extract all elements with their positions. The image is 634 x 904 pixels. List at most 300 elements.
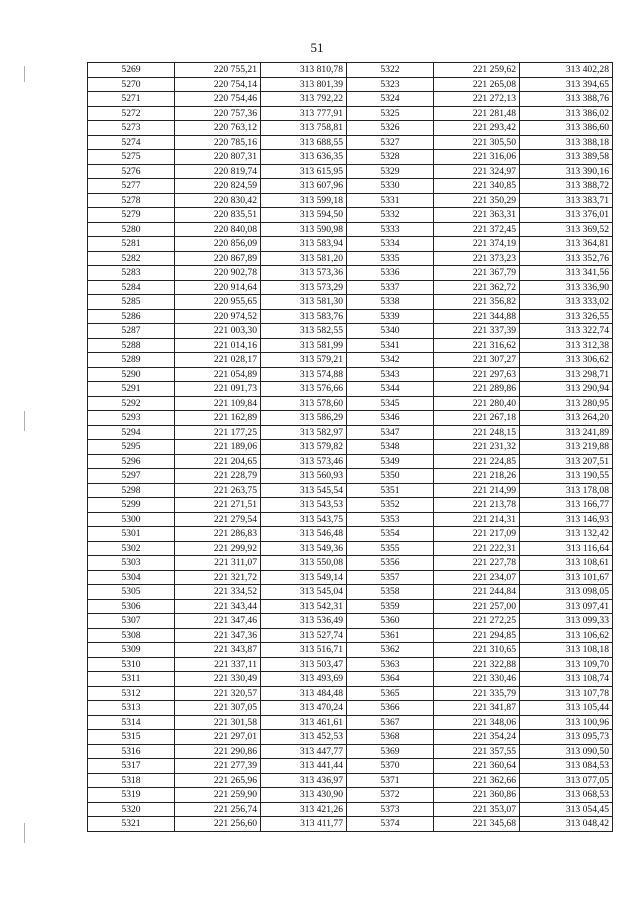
point-number-cell: 5277 bbox=[88, 179, 175, 194]
x-coordinate-cell: 220 867,89 bbox=[175, 251, 261, 266]
x-coordinate-cell: 220 757,36 bbox=[175, 106, 261, 121]
y-coordinate-cell: 313 582,97 bbox=[261, 425, 347, 440]
x-coordinate-cell: 220 763,12 bbox=[175, 121, 261, 136]
table-row bbox=[88, 324, 613, 339]
point-number-cell: 5351 bbox=[347, 483, 434, 498]
x-coordinate-cell: 221 362,72 bbox=[434, 280, 520, 295]
table-row bbox=[88, 425, 613, 440]
y-coordinate-cell: 313 801,39 bbox=[261, 77, 347, 92]
point-number-cell: 5275 bbox=[88, 150, 175, 165]
point-number-cell: 5308 bbox=[88, 628, 175, 643]
y-coordinate-cell: 313 615,95 bbox=[261, 164, 347, 179]
point-number-cell: 5368 bbox=[347, 730, 434, 745]
table-row bbox=[88, 672, 613, 687]
y-coordinate-cell: 313 341,56 bbox=[520, 266, 613, 281]
y-coordinate-cell: 313 574,88 bbox=[261, 367, 347, 382]
point-number-cell: 5329 bbox=[347, 164, 434, 179]
y-coordinate-cell: 313 388,72 bbox=[520, 179, 613, 194]
x-coordinate-cell: 221 224,85 bbox=[434, 454, 520, 469]
x-coordinate-cell: 221 271,51 bbox=[175, 498, 261, 513]
y-coordinate-cell: 313 048,42 bbox=[520, 817, 613, 832]
x-coordinate-cell: 221 348,06 bbox=[434, 715, 520, 730]
y-coordinate-cell: 313 312,38 bbox=[520, 338, 613, 353]
point-number-cell: 5367 bbox=[347, 715, 434, 730]
x-coordinate-cell: 220 856,09 bbox=[175, 237, 261, 252]
x-coordinate-cell: 220 902,78 bbox=[175, 266, 261, 281]
point-number-cell: 5364 bbox=[347, 672, 434, 687]
point-number-cell: 5282 bbox=[88, 251, 175, 266]
x-coordinate-cell: 221 311,07 bbox=[175, 556, 261, 571]
x-coordinate-cell: 221 307,27 bbox=[434, 353, 520, 368]
y-coordinate-cell: 313 095,73 bbox=[520, 730, 613, 745]
table-row bbox=[88, 628, 613, 643]
y-coordinate-cell: 313 542,31 bbox=[261, 599, 347, 614]
y-coordinate-cell: 313 590,98 bbox=[261, 222, 347, 237]
y-coordinate-cell: 313 550,08 bbox=[261, 556, 347, 571]
point-number-cell: 5340 bbox=[347, 324, 434, 339]
x-coordinate-cell: 221 341,87 bbox=[434, 701, 520, 716]
margin-mark bbox=[24, 823, 25, 843]
point-number-cell: 5316 bbox=[88, 744, 175, 759]
x-coordinate-cell: 221 330,46 bbox=[434, 672, 520, 687]
x-coordinate-cell: 221 162,89 bbox=[175, 411, 261, 426]
point-number-cell: 5373 bbox=[347, 802, 434, 817]
y-coordinate-cell: 313 290,94 bbox=[520, 382, 613, 397]
point-number-cell: 5371 bbox=[347, 773, 434, 788]
table-row bbox=[88, 338, 613, 353]
y-coordinate-cell: 313 394,65 bbox=[520, 77, 613, 92]
x-coordinate-cell: 221 109,84 bbox=[175, 396, 261, 411]
x-coordinate-cell: 221 267,18 bbox=[434, 411, 520, 426]
x-coordinate-cell: 221 321,72 bbox=[175, 570, 261, 585]
x-coordinate-cell: 221 305,50 bbox=[434, 135, 520, 150]
y-coordinate-cell: 313 576,66 bbox=[261, 382, 347, 397]
table-row bbox=[88, 643, 613, 658]
point-number-cell: 5293 bbox=[88, 411, 175, 426]
table-row bbox=[88, 585, 613, 600]
point-number-cell: 5318 bbox=[88, 773, 175, 788]
x-coordinate-cell: 221 231,32 bbox=[434, 440, 520, 455]
y-coordinate-cell: 313 352,76 bbox=[520, 251, 613, 266]
y-coordinate-cell: 313 688,55 bbox=[261, 135, 347, 150]
x-coordinate-cell: 221 028,17 bbox=[175, 353, 261, 368]
y-coordinate-cell: 313 322,74 bbox=[520, 324, 613, 339]
x-coordinate-cell: 220 840,08 bbox=[175, 222, 261, 237]
point-number-cell: 5347 bbox=[347, 425, 434, 440]
y-coordinate-cell: 313 452,53 bbox=[261, 730, 347, 745]
y-coordinate-cell: 313 108,18 bbox=[520, 643, 613, 658]
table-row bbox=[88, 63, 613, 78]
margin-mark bbox=[24, 411, 25, 431]
x-coordinate-cell: 221 214,99 bbox=[434, 483, 520, 498]
x-coordinate-cell: 221 234,07 bbox=[434, 570, 520, 585]
y-coordinate-cell: 313 386,02 bbox=[520, 106, 613, 121]
y-coordinate-cell: 313 573,29 bbox=[261, 280, 347, 295]
x-coordinate-cell: 221 227,78 bbox=[434, 556, 520, 571]
point-number-cell: 5341 bbox=[347, 338, 434, 353]
x-coordinate-cell: 221 347,36 bbox=[175, 628, 261, 643]
point-number-cell: 5297 bbox=[88, 469, 175, 484]
point-number-cell: 5353 bbox=[347, 512, 434, 527]
table-row bbox=[88, 106, 613, 121]
y-coordinate-cell: 313 099,33 bbox=[520, 614, 613, 629]
point-number-cell: 5269 bbox=[88, 63, 175, 78]
x-coordinate-cell: 221 218,26 bbox=[434, 469, 520, 484]
table-row bbox=[88, 179, 613, 194]
y-coordinate-cell: 313 166,77 bbox=[520, 498, 613, 513]
y-coordinate-cell: 313 581,20 bbox=[261, 251, 347, 266]
y-coordinate-cell: 313 369,52 bbox=[520, 222, 613, 237]
y-coordinate-cell: 313 536,49 bbox=[261, 614, 347, 629]
point-number-cell: 5289 bbox=[88, 353, 175, 368]
y-coordinate-cell: 313 549,36 bbox=[261, 541, 347, 556]
y-coordinate-cell: 313 777,91 bbox=[261, 106, 347, 121]
table-row bbox=[88, 686, 613, 701]
y-coordinate-cell: 313 402,28 bbox=[520, 63, 613, 78]
y-coordinate-cell: 313 430,90 bbox=[261, 788, 347, 803]
point-number-cell: 5302 bbox=[88, 541, 175, 556]
y-coordinate-cell: 313 578,60 bbox=[261, 396, 347, 411]
y-coordinate-cell: 313 306,62 bbox=[520, 353, 613, 368]
x-coordinate-cell: 221 214,31 bbox=[434, 512, 520, 527]
x-coordinate-cell: 221 335,79 bbox=[434, 686, 520, 701]
y-coordinate-cell: 313 527,74 bbox=[261, 628, 347, 643]
x-coordinate-cell: 220 807,31 bbox=[175, 150, 261, 165]
y-coordinate-cell: 313 326,55 bbox=[520, 309, 613, 324]
x-coordinate-cell: 221 054,89 bbox=[175, 367, 261, 382]
table-row bbox=[88, 454, 613, 469]
y-coordinate-cell: 313 116,64 bbox=[520, 541, 613, 556]
x-coordinate-cell: 221 372,45 bbox=[434, 222, 520, 237]
y-coordinate-cell: 313 090,50 bbox=[520, 744, 613, 759]
point-number-cell: 5305 bbox=[88, 585, 175, 600]
point-number-cell: 5281 bbox=[88, 237, 175, 252]
x-coordinate-cell: 221 189,06 bbox=[175, 440, 261, 455]
point-number-cell: 5349 bbox=[347, 454, 434, 469]
y-coordinate-cell: 313 333,02 bbox=[520, 295, 613, 310]
x-coordinate-cell: 221 265,08 bbox=[434, 77, 520, 92]
y-coordinate-cell: 313 298,71 bbox=[520, 367, 613, 382]
x-coordinate-cell: 221 299,92 bbox=[175, 541, 261, 556]
y-coordinate-cell: 313 336,90 bbox=[520, 280, 613, 295]
y-coordinate-cell: 313 108,74 bbox=[520, 672, 613, 687]
table-row bbox=[88, 77, 613, 92]
point-number-cell: 5354 bbox=[347, 527, 434, 542]
point-number-cell: 5356 bbox=[347, 556, 434, 571]
y-coordinate-cell: 313 388,76 bbox=[520, 92, 613, 107]
x-coordinate-cell: 221 307,05 bbox=[175, 701, 261, 716]
margin-mark bbox=[24, 66, 25, 82]
table-row bbox=[88, 367, 613, 382]
x-coordinate-cell: 221 177,25 bbox=[175, 425, 261, 440]
y-coordinate-cell: 313 383,71 bbox=[520, 193, 613, 208]
point-number-cell: 5344 bbox=[347, 382, 434, 397]
x-coordinate-cell: 220 785,16 bbox=[175, 135, 261, 150]
point-number-cell: 5276 bbox=[88, 164, 175, 179]
x-coordinate-cell: 221 374,19 bbox=[434, 237, 520, 252]
table-row bbox=[88, 744, 613, 759]
point-number-cell: 5313 bbox=[88, 701, 175, 716]
point-number-cell: 5311 bbox=[88, 672, 175, 687]
x-coordinate-cell: 221 280,40 bbox=[434, 396, 520, 411]
x-coordinate-cell: 221 091,73 bbox=[175, 382, 261, 397]
y-coordinate-cell: 313 581,99 bbox=[261, 338, 347, 353]
y-coordinate-cell: 313 579,82 bbox=[261, 440, 347, 455]
y-coordinate-cell: 313 543,53 bbox=[261, 498, 347, 513]
x-coordinate-cell: 221 272,13 bbox=[434, 92, 520, 107]
x-coordinate-cell: 220 754,46 bbox=[175, 92, 261, 107]
y-coordinate-cell: 313 579,21 bbox=[261, 353, 347, 368]
y-coordinate-cell: 313 583,94 bbox=[261, 237, 347, 252]
x-coordinate-cell: 221 279,54 bbox=[175, 512, 261, 527]
point-number-cell: 5348 bbox=[347, 440, 434, 455]
point-number-cell: 5286 bbox=[88, 309, 175, 324]
y-coordinate-cell: 313 594,50 bbox=[261, 208, 347, 223]
x-coordinate-cell: 221 281,48 bbox=[434, 106, 520, 121]
table-row bbox=[88, 788, 613, 803]
x-coordinate-cell: 221 265,96 bbox=[175, 773, 261, 788]
table-row bbox=[88, 266, 613, 281]
y-coordinate-cell: 313 810,78 bbox=[261, 63, 347, 78]
point-number-cell: 5280 bbox=[88, 222, 175, 237]
x-coordinate-cell: 221 362,66 bbox=[434, 773, 520, 788]
x-coordinate-cell: 221 330,49 bbox=[175, 672, 261, 687]
table-row bbox=[88, 556, 613, 571]
table-row bbox=[88, 440, 613, 455]
x-coordinate-cell: 220 819,74 bbox=[175, 164, 261, 179]
y-coordinate-cell: 313 101,67 bbox=[520, 570, 613, 585]
point-number-cell: 5285 bbox=[88, 295, 175, 310]
y-coordinate-cell: 313 546,48 bbox=[261, 527, 347, 542]
y-coordinate-cell: 313 100,96 bbox=[520, 715, 613, 730]
point-number-cell: 5358 bbox=[347, 585, 434, 600]
x-coordinate-cell: 221 301,58 bbox=[175, 715, 261, 730]
y-coordinate-cell: 313 503,47 bbox=[261, 657, 347, 672]
point-number-cell: 5310 bbox=[88, 657, 175, 672]
point-number-cell: 5278 bbox=[88, 193, 175, 208]
point-number-cell: 5366 bbox=[347, 701, 434, 716]
table-row bbox=[88, 614, 613, 629]
point-number-cell: 5339 bbox=[347, 309, 434, 324]
point-number-cell: 5374 bbox=[347, 817, 434, 832]
point-number-cell: 5291 bbox=[88, 382, 175, 397]
x-coordinate-cell: 221 293,42 bbox=[434, 121, 520, 136]
point-number-cell: 5292 bbox=[88, 396, 175, 411]
point-number-cell: 5319 bbox=[88, 788, 175, 803]
y-coordinate-cell: 313 573,46 bbox=[261, 454, 347, 469]
y-coordinate-cell: 313 219,88 bbox=[520, 440, 613, 455]
point-number-cell: 5317 bbox=[88, 759, 175, 774]
y-coordinate-cell: 313 376,01 bbox=[520, 208, 613, 223]
x-coordinate-cell: 221 222,31 bbox=[434, 541, 520, 556]
x-coordinate-cell: 221 347,46 bbox=[175, 614, 261, 629]
x-coordinate-cell: 220 754,14 bbox=[175, 77, 261, 92]
y-coordinate-cell: 313 068,53 bbox=[520, 788, 613, 803]
y-coordinate-cell: 313 461,61 bbox=[261, 715, 347, 730]
point-number-cell: 5298 bbox=[88, 483, 175, 498]
y-coordinate-cell: 313 545,04 bbox=[261, 585, 347, 600]
y-coordinate-cell: 313 190,55 bbox=[520, 469, 613, 484]
y-coordinate-cell: 313 178,08 bbox=[520, 483, 613, 498]
point-number-cell: 5304 bbox=[88, 570, 175, 585]
table-row bbox=[88, 483, 613, 498]
point-number-cell: 5303 bbox=[88, 556, 175, 571]
point-number-cell: 5288 bbox=[88, 338, 175, 353]
y-coordinate-cell: 313 054,45 bbox=[520, 802, 613, 817]
x-coordinate-cell: 221 350,29 bbox=[434, 193, 520, 208]
point-number-cell: 5337 bbox=[347, 280, 434, 295]
y-coordinate-cell: 313 792,22 bbox=[261, 92, 347, 107]
point-number-cell: 5322 bbox=[347, 63, 434, 78]
x-coordinate-cell: 221 356,82 bbox=[434, 295, 520, 310]
point-number-cell: 5343 bbox=[347, 367, 434, 382]
table-row bbox=[88, 280, 613, 295]
y-coordinate-cell: 313 583,76 bbox=[261, 309, 347, 324]
x-coordinate-cell: 221 256,74 bbox=[175, 802, 261, 817]
table-row bbox=[88, 237, 613, 252]
point-number-cell: 5320 bbox=[88, 802, 175, 817]
x-coordinate-cell: 221 003,30 bbox=[175, 324, 261, 339]
point-number-cell: 5342 bbox=[347, 353, 434, 368]
table-row bbox=[88, 657, 613, 672]
y-coordinate-cell: 313 484,48 bbox=[261, 686, 347, 701]
point-number-cell: 5284 bbox=[88, 280, 175, 295]
x-coordinate-cell: 221 256,60 bbox=[175, 817, 261, 832]
point-number-cell: 5332 bbox=[347, 208, 434, 223]
table-row bbox=[88, 570, 613, 585]
point-number-cell: 5300 bbox=[88, 512, 175, 527]
coordinates-table-body bbox=[88, 63, 613, 832]
table-row bbox=[88, 135, 613, 150]
coordinates-table bbox=[87, 62, 613, 832]
y-coordinate-cell: 313 077,05 bbox=[520, 773, 613, 788]
y-coordinate-cell: 313 105,44 bbox=[520, 701, 613, 716]
x-coordinate-cell: 221 277,39 bbox=[175, 759, 261, 774]
point-number-cell: 5273 bbox=[88, 121, 175, 136]
x-coordinate-cell: 221 316,06 bbox=[434, 150, 520, 165]
table-row bbox=[88, 498, 613, 513]
y-coordinate-cell: 313 599,18 bbox=[261, 193, 347, 208]
y-coordinate-cell: 313 560,93 bbox=[261, 469, 347, 484]
x-coordinate-cell: 221 354,24 bbox=[434, 730, 520, 745]
y-coordinate-cell: 313 207,51 bbox=[520, 454, 613, 469]
y-coordinate-cell: 313 543,75 bbox=[261, 512, 347, 527]
table-row bbox=[88, 701, 613, 716]
x-coordinate-cell: 221 343,44 bbox=[175, 599, 261, 614]
table-row bbox=[88, 715, 613, 730]
y-coordinate-cell: 313 493,69 bbox=[261, 672, 347, 687]
x-coordinate-cell: 220 914,64 bbox=[175, 280, 261, 295]
x-coordinate-cell: 221 213,78 bbox=[434, 498, 520, 513]
y-coordinate-cell: 313 364,81 bbox=[520, 237, 613, 252]
point-number-cell: 5306 bbox=[88, 599, 175, 614]
table-row bbox=[88, 541, 613, 556]
point-number-cell: 5295 bbox=[88, 440, 175, 455]
x-coordinate-cell: 221 259,62 bbox=[434, 63, 520, 78]
y-coordinate-cell: 313 470,24 bbox=[261, 701, 347, 716]
point-number-cell: 5330 bbox=[347, 179, 434, 194]
point-number-cell: 5361 bbox=[347, 628, 434, 643]
y-coordinate-cell: 313 241,89 bbox=[520, 425, 613, 440]
point-number-cell: 5272 bbox=[88, 106, 175, 121]
x-coordinate-cell: 221 257,00 bbox=[434, 599, 520, 614]
y-coordinate-cell: 313 573,36 bbox=[261, 266, 347, 281]
point-number-cell: 5335 bbox=[347, 251, 434, 266]
x-coordinate-cell: 221 357,55 bbox=[434, 744, 520, 759]
table-row bbox=[88, 396, 613, 411]
x-coordinate-cell: 221 337,11 bbox=[175, 657, 261, 672]
table-row bbox=[88, 773, 613, 788]
point-number-cell: 5365 bbox=[347, 686, 434, 701]
y-coordinate-cell: 313 386,60 bbox=[520, 121, 613, 136]
y-coordinate-cell: 313 084,53 bbox=[520, 759, 613, 774]
point-number-cell: 5352 bbox=[347, 498, 434, 513]
table-row bbox=[88, 730, 613, 745]
point-number-cell: 5279 bbox=[88, 208, 175, 223]
x-coordinate-cell: 221 353,07 bbox=[434, 802, 520, 817]
point-number-cell: 5323 bbox=[347, 77, 434, 92]
y-coordinate-cell: 313 388,18 bbox=[520, 135, 613, 150]
x-coordinate-cell: 221 297,63 bbox=[434, 367, 520, 382]
point-number-cell: 5287 bbox=[88, 324, 175, 339]
x-coordinate-cell: 221 294,85 bbox=[434, 628, 520, 643]
y-coordinate-cell: 313 106,62 bbox=[520, 628, 613, 643]
y-coordinate-cell: 313 607,96 bbox=[261, 179, 347, 194]
point-number-cell: 5363 bbox=[347, 657, 434, 672]
x-coordinate-cell: 221 344,88 bbox=[434, 309, 520, 324]
y-coordinate-cell: 313 549,14 bbox=[261, 570, 347, 585]
table-row bbox=[88, 121, 613, 136]
point-number-cell: 5290 bbox=[88, 367, 175, 382]
x-coordinate-cell: 220 755,21 bbox=[175, 63, 261, 78]
table-row bbox=[88, 251, 613, 266]
point-number-cell: 5307 bbox=[88, 614, 175, 629]
point-number-cell: 5271 bbox=[88, 92, 175, 107]
x-coordinate-cell: 221 272,25 bbox=[434, 614, 520, 629]
point-number-cell: 5346 bbox=[347, 411, 434, 426]
table-row bbox=[88, 802, 613, 817]
x-coordinate-cell: 221 324,97 bbox=[434, 164, 520, 179]
x-coordinate-cell: 221 263,75 bbox=[175, 483, 261, 498]
x-coordinate-cell: 221 320,57 bbox=[175, 686, 261, 701]
point-number-cell: 5359 bbox=[347, 599, 434, 614]
y-coordinate-cell: 313 108,61 bbox=[520, 556, 613, 571]
point-number-cell: 5345 bbox=[347, 396, 434, 411]
y-coordinate-cell: 313 107,78 bbox=[520, 686, 613, 701]
point-number-cell: 5328 bbox=[347, 150, 434, 165]
y-coordinate-cell: 313 436,97 bbox=[261, 773, 347, 788]
point-number-cell: 5314 bbox=[88, 715, 175, 730]
x-coordinate-cell: 221 322,88 bbox=[434, 657, 520, 672]
x-coordinate-cell: 221 310,65 bbox=[434, 643, 520, 658]
y-coordinate-cell: 313 146,93 bbox=[520, 512, 613, 527]
point-number-cell: 5331 bbox=[347, 193, 434, 208]
point-number-cell: 5270 bbox=[88, 77, 175, 92]
y-coordinate-cell: 313 389,58 bbox=[520, 150, 613, 165]
point-number-cell: 5360 bbox=[347, 614, 434, 629]
point-number-cell: 5326 bbox=[347, 121, 434, 136]
point-number-cell: 5312 bbox=[88, 686, 175, 701]
x-coordinate-cell: 221 345,68 bbox=[434, 817, 520, 832]
y-coordinate-cell: 313 516,71 bbox=[261, 643, 347, 658]
y-coordinate-cell: 313 109,70 bbox=[520, 657, 613, 672]
point-number-cell: 5334 bbox=[347, 237, 434, 252]
y-coordinate-cell: 313 098,05 bbox=[520, 585, 613, 600]
table-row bbox=[88, 208, 613, 223]
x-coordinate-cell: 221 228,79 bbox=[175, 469, 261, 484]
y-coordinate-cell: 313 421,26 bbox=[261, 802, 347, 817]
x-coordinate-cell: 221 289,86 bbox=[434, 382, 520, 397]
